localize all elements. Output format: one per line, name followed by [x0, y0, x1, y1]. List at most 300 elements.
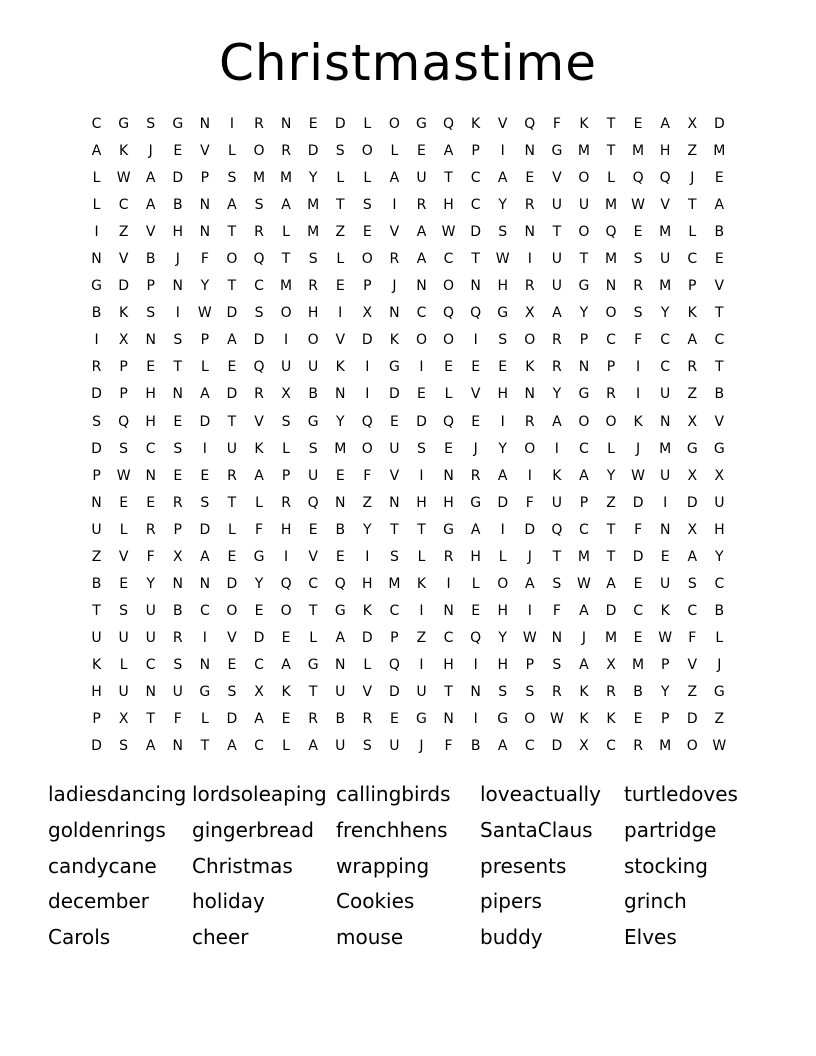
grid-letter: K: [119, 305, 129, 322]
grid-letter: A: [416, 224, 427, 241]
grid-letter: S: [362, 197, 372, 214]
grid-letter: I: [419, 467, 424, 484]
grid-letter: I: [94, 224, 99, 241]
grid-letter: V: [497, 116, 508, 132]
grid-letter: D: [361, 332, 373, 349]
grid-letter: T: [687, 197, 697, 214]
grid-letter: V: [687, 656, 698, 673]
grid-letter: D: [253, 629, 265, 646]
grid-letter: A: [227, 197, 237, 214]
grid-letter: C: [606, 332, 616, 349]
grid-row: [83, 381, 733, 408]
grid-letter: W: [441, 224, 456, 241]
grid-letter: X: [281, 386, 291, 403]
grid-letter: N: [335, 386, 346, 403]
grid-letter: E: [119, 494, 129, 511]
grid-letter: N: [443, 711, 454, 728]
grid-letter: A: [254, 711, 264, 728]
grid-letter: S: [173, 440, 183, 457]
grid-row: [83, 490, 733, 517]
grid-letter: Y: [606, 467, 616, 484]
grid-letter: S: [498, 683, 508, 700]
grid-letter: S: [308, 251, 318, 268]
grid-letter: H: [416, 494, 427, 511]
grid-letter: T: [471, 251, 480, 268]
grid-letter: A: [687, 548, 698, 565]
word-list-item: Cookies: [336, 889, 415, 914]
grid-letter: H: [145, 413, 156, 430]
grid-letter: I: [419, 602, 424, 619]
grid-letter: W: [116, 170, 131, 187]
page-title: Christmastime: [218, 34, 598, 92]
grid-letter: S: [362, 738, 372, 755]
grid-letter: T: [606, 521, 616, 538]
grid-letter: Z: [687, 143, 698, 160]
grid-letter: Z: [714, 711, 725, 728]
grid-letter: J: [473, 440, 478, 457]
grid-letter: E: [281, 629, 291, 646]
grid-letter: P: [200, 170, 210, 187]
grid-letter: L: [607, 170, 615, 187]
grid-letter: L: [255, 494, 263, 511]
grid-letter: N: [199, 575, 211, 592]
grid-letter: K: [119, 143, 129, 160]
grid-letter: Q: [551, 521, 563, 538]
grid-letter: N: [145, 683, 156, 700]
grid-letter: T: [173, 359, 183, 376]
grid-letter: A: [497, 170, 508, 187]
grid-letter: C: [579, 440, 589, 457]
grid-letter: D: [632, 494, 644, 511]
grid-letter: I: [202, 440, 207, 457]
grid-letter: P: [92, 711, 101, 728]
grid-letter: L: [417, 548, 426, 565]
grid-letter: N: [199, 224, 211, 241]
grid-letter: D: [307, 143, 319, 160]
grid-letter: A: [552, 413, 562, 430]
grid-letter: M: [604, 629, 618, 646]
grid-letter: N: [659, 521, 671, 538]
grid-letter: N: [335, 494, 346, 511]
grid-letter: X: [687, 413, 698, 430]
grid-letter: N: [470, 683, 481, 700]
grid-letter: A: [281, 656, 291, 673]
grid-letter: L: [363, 656, 372, 673]
grid-letter: D: [497, 494, 509, 511]
grid-letter: H: [307, 305, 319, 322]
grid-letter: H: [280, 521, 292, 538]
grid-letter: X: [362, 305, 373, 322]
grid-letter: C: [145, 440, 156, 457]
grid-letter: P: [119, 359, 128, 376]
grid-letter: U: [660, 575, 671, 592]
grid-letter: B: [714, 224, 725, 241]
grid-letter: E: [633, 711, 643, 728]
grid-letter: O: [415, 332, 427, 349]
grid-letter: C: [443, 251, 454, 268]
grid-letter: X: [714, 467, 725, 484]
grid-letter: S: [389, 548, 399, 565]
grid-row: [83, 571, 733, 598]
grid-letter: E: [389, 711, 399, 728]
word-list-item: callingbirds: [336, 782, 451, 806]
grid-letter: A: [579, 656, 589, 673]
grid-letter: D: [91, 440, 102, 457]
grid-letter: G: [497, 305, 509, 322]
grid-letter: M: [280, 278, 293, 295]
word-list-item: Christmas: [192, 853, 293, 878]
grid-letter: C: [91, 116, 102, 132]
grid-letter: N: [172, 738, 184, 755]
grid-letter: U: [91, 629, 102, 646]
grid-letter: P: [579, 332, 589, 349]
grid-letter: C: [254, 738, 264, 755]
grid-letter: L: [282, 224, 290, 241]
grid-letter: H: [497, 278, 508, 295]
grid-letter: S: [633, 251, 643, 268]
grid-letter: M: [659, 224, 672, 241]
grid-letter: F: [525, 494, 534, 511]
grid-letter: E: [254, 602, 264, 619]
grid-letter: A: [145, 738, 156, 755]
grid-letter: V: [308, 548, 318, 565]
grid-letter: E: [660, 548, 670, 565]
grid-letter: R: [524, 413, 535, 430]
grid-letter: U: [660, 386, 671, 403]
grid-letter: D: [172, 170, 184, 187]
grid-letter: O: [605, 413, 617, 430]
grid-letter: P: [200, 332, 210, 349]
grid-letter: Y: [552, 386, 562, 403]
grid-letter: K: [552, 467, 562, 484]
grid-letter: I: [636, 359, 641, 376]
grid-letter: F: [552, 602, 561, 619]
grid-letter: Y: [146, 575, 155, 592]
grid-letter: E: [173, 143, 183, 160]
grid-letter: O: [524, 440, 536, 457]
grid-letter: N: [199, 197, 211, 214]
grid-letter: G: [388, 359, 400, 376]
grid-letter: X: [606, 656, 616, 673]
grid-letter: I: [365, 386, 370, 403]
grid-letter: U: [335, 683, 346, 700]
grid-letter: Z: [416, 629, 427, 646]
grid-letter: Y: [254, 575, 264, 592]
grid-letter: E: [498, 359, 508, 376]
word-column: [192, 777, 336, 956]
grid-letter: C: [254, 278, 264, 295]
grid-letter: I: [419, 656, 424, 673]
grid-letter: N: [659, 413, 671, 430]
grid-letter: U: [118, 629, 129, 646]
grid-letter: P: [390, 629, 399, 646]
grid-row: [83, 679, 733, 706]
grid-row: [83, 165, 733, 192]
grid-letter: C: [633, 602, 643, 619]
grid-letter: A: [687, 332, 698, 349]
grid-letter: E: [281, 711, 291, 728]
word-list-item: grinch: [624, 889, 687, 914]
grid-letter: W: [712, 738, 727, 755]
grid-letter: C: [308, 575, 319, 592]
grid-letter: Q: [659, 170, 671, 187]
grid-letter: C: [254, 656, 264, 673]
grid-letter: D: [226, 575, 238, 592]
grid-letter: S: [200, 494, 210, 511]
grid-letter: E: [308, 116, 318, 132]
word-column: [336, 777, 480, 956]
grid-letter: J: [581, 629, 587, 646]
grid-letter: F: [688, 629, 697, 646]
grid-letter: Y: [498, 629, 507, 646]
grid-letter: S: [119, 738, 129, 755]
word-list-item: stocking: [624, 853, 709, 878]
grid-letter: L: [498, 548, 507, 565]
grid-letter: Q: [253, 359, 265, 376]
grid-row: [83, 246, 733, 273]
grid-letter: M: [604, 251, 618, 268]
grid-letter: H: [443, 656, 454, 673]
grid-letter: L: [228, 521, 236, 538]
grid-letter: R: [633, 278, 643, 295]
grid-letter: W: [631, 467, 646, 484]
grid-letter: L: [282, 738, 290, 755]
grid-letter: I: [527, 602, 532, 619]
grid-letter: P: [92, 467, 101, 484]
grid-letter: X: [172, 548, 183, 565]
grid-letter: O: [226, 251, 238, 268]
grid-letter: R: [254, 224, 264, 241]
grid-letter: R: [552, 359, 562, 376]
grid-letter: I: [175, 305, 180, 322]
grid-letter: U: [335, 738, 346, 755]
grid-letter: G: [713, 440, 725, 457]
grid-letter: J: [175, 251, 180, 268]
grid-letter: V: [118, 548, 129, 565]
grid-letter: E: [417, 143, 426, 160]
grid-letter: U: [578, 197, 590, 214]
grid-letter: S: [146, 305, 156, 322]
grid-letter: Q: [632, 170, 644, 187]
grid-letter: L: [607, 440, 615, 457]
grid-letter: N: [172, 386, 184, 403]
grid-letter: U: [118, 683, 129, 700]
grid-letter: U: [416, 170, 427, 187]
grid-letter: I: [94, 332, 99, 349]
grid-letter: G: [470, 494, 482, 511]
grid-letter: Y: [715, 548, 724, 565]
grid-letter: C: [416, 305, 427, 322]
grid-letter: C: [389, 602, 400, 619]
grid-letter: E: [444, 440, 453, 457]
grid-letter: M: [388, 575, 401, 592]
grid-letter: R: [281, 143, 291, 160]
grid-letter: Z: [606, 494, 616, 511]
grid-letter: T: [227, 413, 237, 430]
grid-letter: M: [604, 197, 618, 214]
grid-letter: Y: [200, 278, 210, 295]
grid-letter: T: [552, 548, 562, 565]
grid-letter: O: [605, 305, 617, 322]
grid-letter: T: [227, 278, 237, 295]
grid-letter: O: [388, 116, 400, 132]
grid-letter: K: [606, 711, 616, 728]
grid-letter: X: [524, 305, 535, 322]
grid-letter: E: [335, 278, 345, 295]
grid-row: [83, 111, 733, 138]
grid-letter: L: [228, 143, 236, 160]
grid-letter: D: [199, 521, 211, 538]
grid-letter: R: [552, 332, 562, 349]
grid-letter: U: [551, 251, 562, 268]
grid-letter: S: [335, 143, 345, 160]
grid-letter: O: [578, 224, 590, 241]
grid-letter: Y: [308, 170, 318, 187]
word-list: [48, 777, 788, 956]
grid-letter: T: [146, 711, 155, 728]
grid-letter: R: [443, 548, 454, 565]
grid-letter: I: [392, 197, 397, 214]
word-list-item: turtledoves: [624, 782, 738, 806]
grid-letter: N: [605, 278, 617, 295]
grid-letter: S: [173, 656, 183, 673]
grid-letter: D: [389, 683, 400, 700]
grid-letter: D: [253, 332, 265, 349]
grid-letter: J: [148, 143, 153, 160]
grid-letter: E: [200, 467, 210, 484]
grid-letter: S: [227, 683, 237, 700]
grid-letter: K: [525, 359, 535, 376]
grid-letter: R: [254, 116, 264, 132]
grid-letter: R: [308, 278, 319, 295]
grid-letter: D: [389, 386, 400, 403]
grid-letter: Y: [335, 413, 345, 430]
grid-letter: T: [715, 359, 724, 376]
grid-letter: D: [226, 386, 238, 403]
grid-letter: N: [416, 278, 427, 295]
grid-letter: P: [471, 143, 480, 160]
grid-letter: C: [443, 629, 454, 646]
grid-letter: K: [471, 116, 481, 132]
grid-letter: D: [605, 602, 617, 619]
grid-row: [83, 300, 733, 327]
grid-letter: E: [389, 413, 399, 430]
grid-letter: V: [335, 332, 346, 349]
grid-letter: V: [145, 224, 156, 241]
grid-letter: V: [200, 143, 210, 160]
grid-letter: I: [338, 305, 343, 322]
grid-letter: L: [200, 359, 209, 376]
grid-letter: E: [146, 494, 156, 511]
grid-letter: R: [254, 386, 264, 403]
grid-letter: W: [631, 197, 646, 214]
grid-letter: E: [227, 656, 237, 673]
grid-letter: J: [636, 440, 641, 457]
grid-letter: J: [392, 278, 397, 295]
grid-letter: L: [336, 251, 345, 268]
grid-letter: D: [91, 738, 102, 755]
grid-letter: N: [578, 359, 590, 376]
grid-letter: C: [579, 521, 589, 538]
grid-letter: O: [361, 251, 373, 268]
grid-letter: U: [145, 629, 156, 646]
grid-letter: T: [308, 683, 318, 700]
grid-letter: G: [172, 116, 184, 132]
grid-letter: K: [660, 602, 670, 619]
word-list-item: holiday: [192, 889, 265, 914]
grid-letter: A: [308, 738, 318, 755]
grid-letter: D: [361, 629, 373, 646]
grid-letter: N: [443, 467, 454, 484]
grid-letter: A: [145, 197, 156, 214]
grid-letter: E: [362, 224, 372, 241]
grid-letter: O: [280, 602, 292, 619]
grid-letter: M: [632, 656, 645, 673]
grid-letter: O: [226, 602, 238, 619]
grid-letter: V: [470, 386, 481, 403]
grid-letter: K: [254, 440, 264, 457]
grid-letter: M: [659, 440, 672, 457]
grid-letter: S: [146, 116, 156, 132]
grid-letter: P: [660, 711, 670, 728]
grid-letter: S: [308, 440, 318, 457]
grid-letter: M: [334, 440, 347, 457]
grid-letter: F: [200, 251, 209, 268]
grid-letter: V: [254, 413, 264, 430]
grid-letter: S: [173, 332, 183, 349]
grid-letter: H: [443, 197, 454, 214]
grid-letter: R: [91, 359, 102, 376]
grid-letter: G: [416, 711, 427, 728]
grid-letter: A: [281, 197, 291, 214]
grid-letter: T: [308, 602, 318, 619]
grid-letter: T: [606, 548, 616, 565]
grid-letter: K: [335, 359, 345, 376]
grid-row: [83, 706, 733, 733]
word-list-item: SantaClaus: [480, 817, 593, 842]
grid-letter: L: [200, 711, 209, 728]
grid-letter: D: [686, 494, 698, 511]
grid-letter: R: [362, 711, 373, 728]
word-list-item: presents: [480, 853, 567, 878]
grid-letter: F: [146, 548, 155, 565]
grid-letter: Q: [388, 656, 400, 673]
grid-letter: D: [118, 278, 129, 295]
grid-letter: M: [280, 170, 293, 187]
grid-letter: O: [686, 738, 698, 755]
grid-letter: Q: [118, 413, 130, 430]
grid-letter: G: [551, 143, 563, 160]
grid-letter: B: [470, 738, 481, 755]
grid-letter: I: [284, 332, 289, 349]
word-list-item: gingerbread: [192, 817, 314, 842]
grid-letter: G: [253, 548, 265, 565]
grid-letter: P: [173, 521, 182, 538]
grid-letter: I: [473, 656, 478, 673]
grid-letter: P: [119, 386, 128, 403]
grid-letter: I: [636, 386, 641, 403]
grid-letter: R: [552, 683, 562, 700]
grid-letter: N: [91, 251, 102, 268]
grid-letter: R: [416, 197, 427, 214]
grid-letter: B: [172, 197, 183, 214]
grid-letter: Q: [524, 116, 536, 132]
grid-letter: T: [335, 197, 345, 214]
grid-letter: U: [551, 197, 562, 214]
grid-letter: Z: [687, 386, 698, 403]
grid-letter: G: [118, 116, 130, 132]
grid-letter: T: [390, 521, 399, 538]
